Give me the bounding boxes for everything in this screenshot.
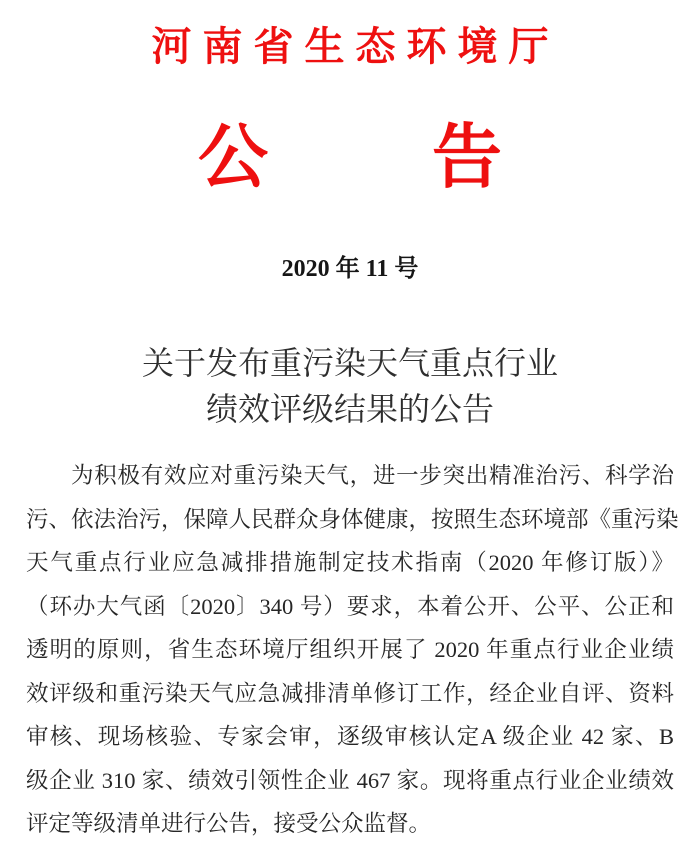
doc-number: 2020 年 11 号 — [281, 256, 419, 282]
body-line-5: 透明的原则，省生态环境厅组织开展了 2020 年重点行业企业绩 — [26, 637, 674, 662]
body-line-9: 评定等级清单进行公告，接受公众监督。 — [26, 811, 432, 836]
body-line-3: 天气重点行业应急减排措施制定技术指南（2020 年修订版）》 — [26, 550, 674, 575]
body-line-1: 为积极有效应对重污染天气，进一步突出精准治污、科学治 — [71, 463, 674, 488]
body-line-4: （环办大气函〔2020〕340 号）要求，本着公开、公平、公正和 — [26, 593, 674, 619]
notice-title: 公 告 — [198, 118, 510, 196]
body-line-2: 污、依法治污，保障人民群众身体健康，按照生态环境部《重污染 — [26, 506, 679, 532]
body-line-6: 效评级和重污染天气应急减排清单修订工作，经企业自评、资料 — [26, 680, 674, 706]
announcement-heading — [0, 340, 700, 432]
heading-line-2: 绩效评级结果的公告 — [205, 391, 494, 427]
body-line-7: 审核、现场核验、专家会审，逐级审核认定A 级企业 42 家、B — [26, 724, 674, 749]
org-title: 河南省生态环境厅 — [151, 25, 560, 69]
heading-line-1: 关于发布重污染天气重点行业 — [141, 345, 558, 381]
body-line-8: 级企业 310 家、绩效引领性企业 467 家。现将重点行业企业绩效 — [26, 767, 674, 793]
announcement-body — [26, 454, 679, 846]
